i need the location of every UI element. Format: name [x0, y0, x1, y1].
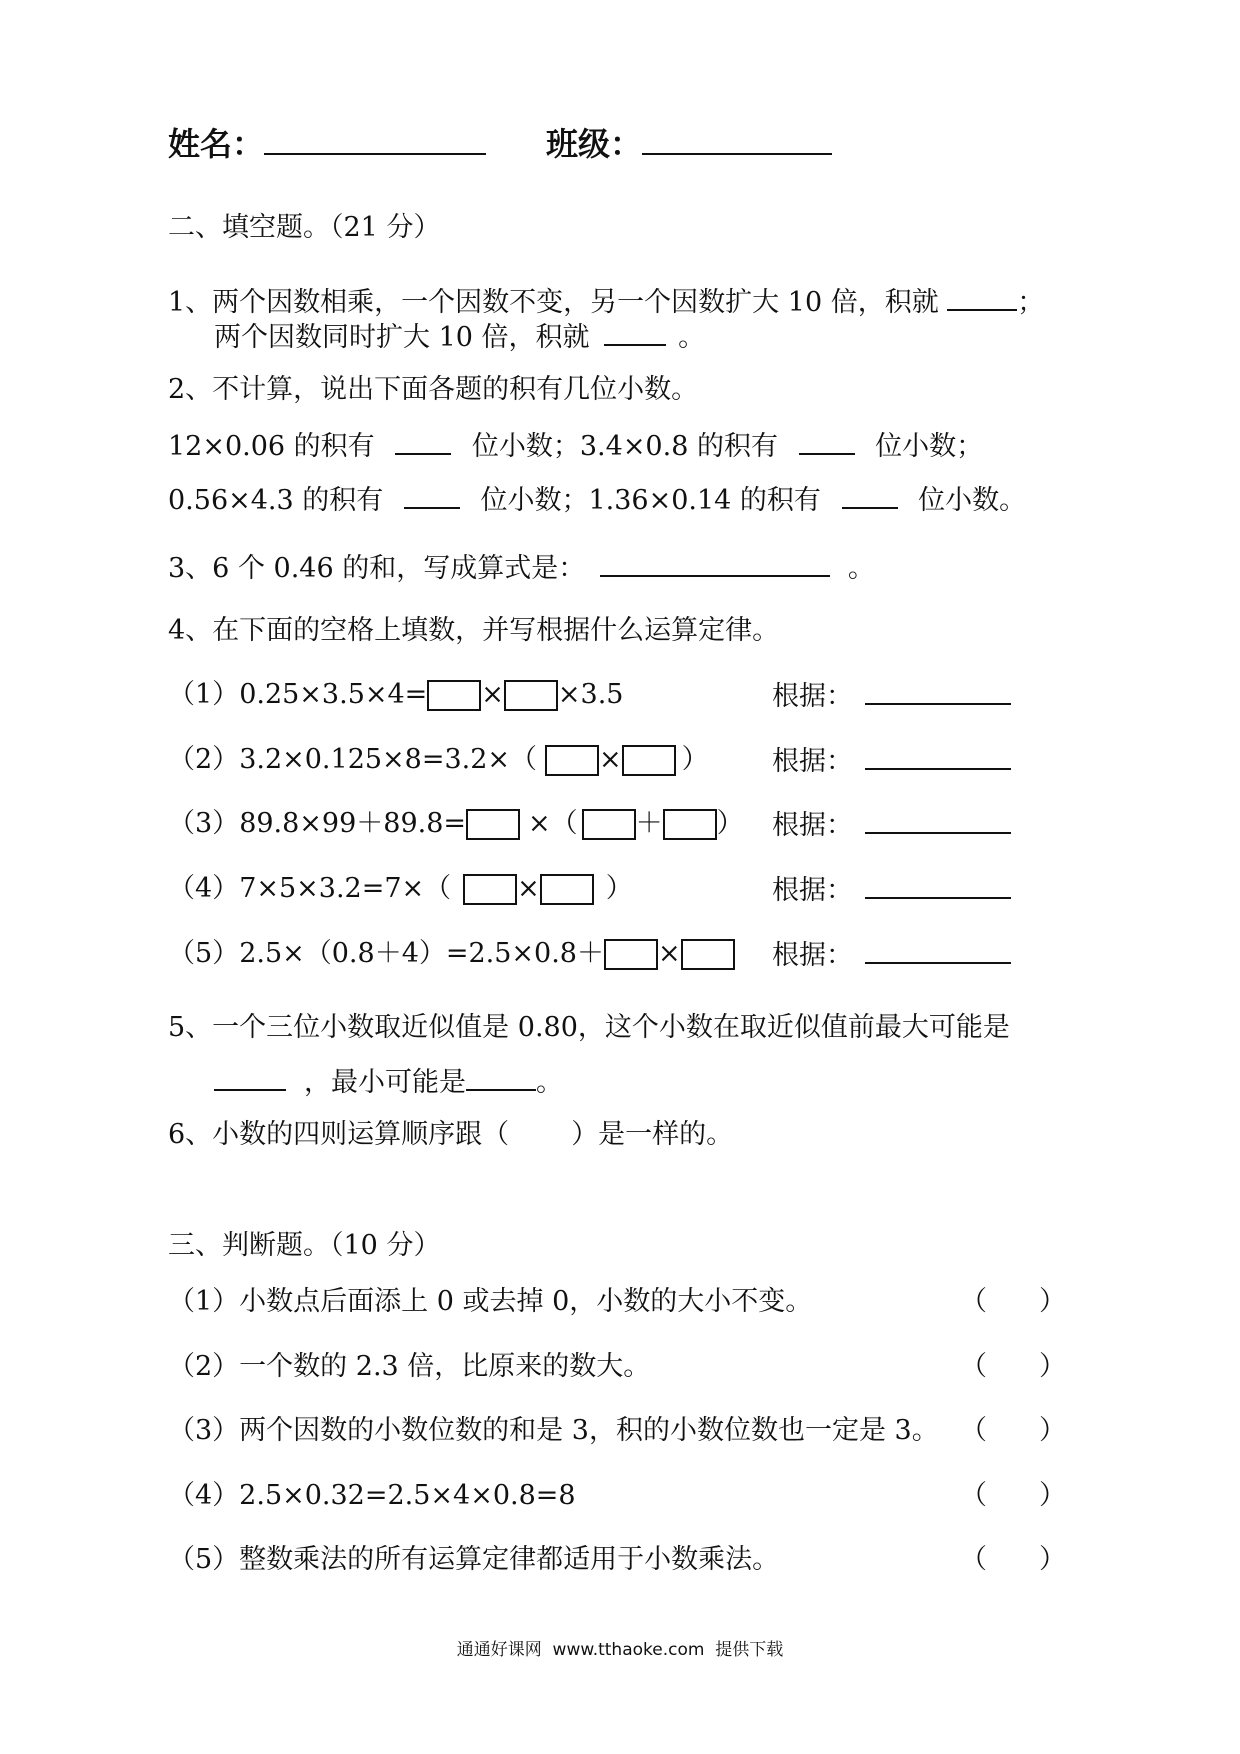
class-field — [546, 126, 832, 162]
basis-label: 根据： — [772, 746, 853, 777]
q4-3-mid1: ×（ — [528, 808, 578, 839]
q4-3-basis — [772, 806, 1011, 844]
q2-a-pre: 12×0.06 的积有 — [168, 431, 375, 462]
q2-line-a — [168, 427, 983, 465]
q1-end1: ； — [1017, 287, 1045, 318]
q2-blank-b2[interactable] — [842, 481, 898, 509]
q3-text: 3、6 个 0.46 的和，写成算式是： — [168, 553, 586, 584]
name-blank[interactable] — [264, 127, 486, 155]
basis-label: 根据： — [772, 875, 853, 906]
class-label: 班级： — [546, 125, 643, 163]
q2-blank-a1[interactable] — [395, 427, 451, 455]
q6-end: ）是一样的。 — [571, 1119, 734, 1150]
q4-4-num: （4） — [168, 873, 240, 904]
judge-item-3: （3）两个因数的小数位数的和是 3，积的小数位数也一定是 3。 — [168, 1415, 939, 1446]
q2-b-end: 位小数。 — [918, 485, 1027, 516]
q4-5-basis — [772, 936, 1011, 974]
q4-5-num: （5） — [168, 938, 240, 969]
q4-2-basis-blank[interactable] — [865, 742, 1011, 770]
footer-text: 通通好课网 www.tthaoke.com 提供下载 — [456, 1640, 784, 1660]
q4-1-post: ×3.5 — [557, 679, 624, 710]
q4-1-box1[interactable] — [427, 680, 481, 711]
q5-line2 — [214, 1063, 563, 1101]
q1-line1 — [168, 283, 1044, 321]
q2-line-b — [168, 481, 1026, 519]
q4-2-post: ） — [681, 744, 709, 775]
q4-1-mid: × — [481, 679, 504, 710]
q6-line — [168, 1117, 733, 1153]
q4-2-pre: 3.2×0.125×8=3.2×（ — [239, 744, 538, 775]
q4-5-box2[interactable] — [681, 939, 735, 970]
q2-b-mid: 位小数；1.36×0.14 的积有 — [480, 485, 821, 516]
q4-1-num: （1） — [168, 679, 240, 710]
judge-answer-3[interactable]: （ ） — [960, 1415, 1066, 1446]
q4-1-basis — [772, 677, 1011, 715]
q3-end: 。 — [847, 553, 875, 584]
q4-1-pre: 0.25×3.5×4= — [239, 679, 428, 710]
judge-item-2: （2）一个数的 2.3 倍，比原来的数大。 — [168, 1351, 651, 1382]
judge-answer-2[interactable]: （ ） — [960, 1351, 1066, 1382]
q4-5-mid: × — [658, 938, 681, 969]
q2-blank-a2[interactable] — [799, 427, 855, 455]
q4-4-basis-blank[interactable] — [865, 871, 1011, 899]
q4-4-box1[interactable] — [463, 874, 517, 905]
q4-3-num: （3） — [168, 808, 240, 839]
q4-4-mid: × — [517, 873, 540, 904]
q4-item-3 — [168, 806, 744, 842]
q4-1-basis-blank[interactable] — [865, 677, 1011, 705]
q1-text2: 两个因数同时扩大 10 倍，积就 — [214, 322, 590, 353]
q4-2-box2[interactable] — [622, 745, 676, 776]
q4-3-mid2: ＋ — [635, 808, 663, 839]
q5-end: 。 — [536, 1067, 563, 1098]
q1-text1: 1、两个因数相乘，一个因数不变，另一个因数扩大 10 倍，积就 — [168, 287, 939, 318]
q4-title: 4、在下面的空格上填数，并写根据什么运算定律。 — [168, 615, 780, 646]
q2-a-end: 位小数； — [875, 431, 984, 462]
basis-label: 根据： — [772, 810, 853, 841]
q4-3-box3[interactable] — [663, 809, 717, 840]
q4-4-box2[interactable] — [540, 874, 594, 905]
judge-answer-1[interactable]: （ ） — [960, 1286, 1066, 1317]
judge-item-1: （1）小数点后面添上 0 或去掉 0，小数的大小不变。 — [168, 1286, 813, 1317]
q2-title: 2、不计算，说出下面各题的积有几位小数。 — [168, 374, 699, 405]
q4-3-box2[interactable] — [582, 809, 636, 840]
q4-5-box1[interactable] — [604, 939, 658, 970]
q4-5-basis-blank[interactable] — [865, 936, 1011, 964]
q4-3-box1[interactable] — [466, 809, 520, 840]
judge-item-5: （5）整数乘法的所有运算定律都适用于小数乘法。 — [168, 1544, 780, 1575]
name-field — [168, 126, 486, 162]
q1-end2: 。 — [678, 322, 706, 353]
q2-blank-b1[interactable] — [404, 481, 460, 509]
q3-blank[interactable] — [600, 549, 830, 577]
q4-3-basis-blank[interactable] — [865, 806, 1011, 834]
q2-a-mid: 位小数；3.4×0.8 的积有 — [471, 431, 778, 462]
judge-answer-5[interactable]: （ ） — [960, 1544, 1066, 1575]
basis-label: 根据： — [772, 681, 853, 712]
judge-answer-4[interactable]: （ ） — [960, 1480, 1066, 1511]
q1-blank1[interactable] — [947, 283, 1017, 311]
class-blank[interactable] — [642, 127, 832, 155]
q4-3-post: ） — [716, 808, 744, 839]
name-label: 姓名： — [168, 125, 265, 163]
q4-2-basis — [772, 742, 1011, 780]
q4-2-box1[interactable] — [545, 745, 599, 776]
q4-4-pre: 7×5×3.2=7×（ — [239, 873, 452, 904]
q4-3-pre: 89.8×99＋89.8= — [239, 808, 467, 839]
q4-5-pre: 2.5×（0.8＋4）=2.5×0.8＋ — [239, 938, 604, 969]
q5-blank-min[interactable] — [466, 1063, 536, 1091]
q1-blank2[interactable] — [604, 318, 666, 346]
basis-label: 根据： — [772, 940, 853, 971]
judge-item-4: （4）2.5×0.32=2.5×4×0.8=8 — [168, 1480, 576, 1511]
q4-item-5 — [168, 936, 735, 972]
q6-text: 6、小数的四则运算顺序跟（ — [168, 1119, 510, 1150]
q4-item-1 — [168, 677, 623, 713]
q4-4-post: ） — [605, 873, 633, 904]
q4-item-2 — [168, 742, 709, 778]
q5-blank-max[interactable] — [214, 1063, 286, 1091]
section2-title: 二、填空题。（21 分） — [168, 212, 441, 243]
q4-2-num: （2） — [168, 744, 240, 775]
q1-line2 — [214, 318, 705, 356]
q4-2-mid: × — [599, 744, 622, 775]
q5-line1: 5、一个三位小数取近似值是 0.80，这个小数在取近似值前最大可能是 — [168, 1012, 1010, 1043]
q4-1-box2[interactable] — [504, 680, 558, 711]
q4-4-basis — [772, 871, 1011, 909]
q4-item-4 — [168, 871, 633, 907]
section3-title: 三、判断题。（10 分） — [168, 1230, 441, 1261]
q5-mid: ，最小可能是 — [304, 1067, 466, 1098]
q3-line — [168, 549, 875, 587]
q2-b-pre: 0.56×4.3 的积有 — [168, 485, 384, 516]
